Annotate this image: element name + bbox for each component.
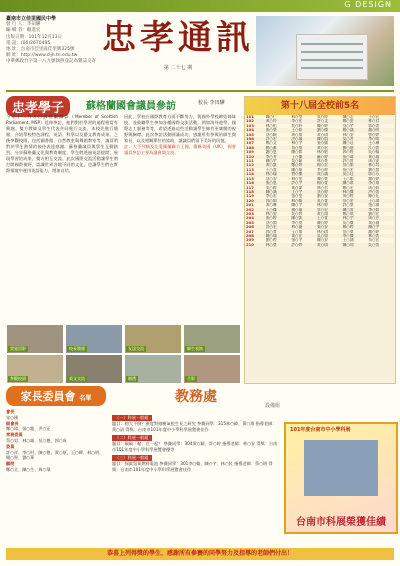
parents-title [6, 386, 106, 406]
student-name: 王○傑 [291, 154, 303, 159]
academic-office [112, 386, 280, 560]
student-name: 蔡○如 [342, 163, 354, 168]
student-name: 林○瑜 [265, 172, 277, 177]
committee-role: 會長 [6, 409, 15, 414]
student-name: 謝○明 [368, 128, 380, 133]
publisher: 發 行 人：李田驊 [6, 22, 41, 28]
student-name: 吳○翰 [368, 150, 380, 155]
photo-caption: 合影 [187, 376, 195, 381]
parents-list [6, 409, 106, 473]
class-number: 102 [246, 119, 254, 124]
student-name: 林○婷 [317, 203, 328, 208]
student-name: 謝○婷 [368, 176, 380, 181]
student-name: 林○君 [317, 185, 328, 190]
committee-entry [6, 432, 106, 444]
committee-names: 鄭○全、陳○生、周○華 [6, 466, 51, 472]
student-name: 林○安 [265, 211, 277, 216]
student-name: 許○宇 [291, 181, 303, 186]
student-name: 周○如 [368, 185, 380, 190]
student-name: 陳○婷 [317, 220, 328, 225]
class-number: 101 [246, 115, 254, 119]
class-number: 105 [246, 132, 254, 137]
ranking-table [245, 115, 393, 247]
student-name: 吳○如 [317, 233, 328, 238]
student-name: 李○宏 [291, 119, 303, 124]
ranking-row [245, 243, 393, 247]
committee-names: 許○祥、李○村、陳○德、黃○原、王○輝、林○明、楊○智、劉○華 [6, 449, 104, 461]
committee-names: 宋○國 [6, 414, 19, 420]
article-column-2 [124, 114, 236, 322]
class-number: 201 [246, 203, 254, 208]
student-name: 楊○雅 [265, 145, 277, 150]
student-name: 李○芳 [265, 154, 277, 159]
student-name: 周○安 [368, 159, 380, 164]
ranking-title: 第十八屆全校前5名 [245, 97, 395, 115]
student-name: 張○婷 [265, 216, 277, 221]
committee-role: 副會長 [6, 420, 19, 426]
award-details: 題目：探索氫氧燃料電池 參賽同學：301李○翰、陳○宇、林○民 指導老師：蔡○明 得獎：台南市101年度中小學科學展覽會佳作 [112, 461, 273, 472]
student-name: 王○萱 [317, 216, 328, 221]
student-name: 黃○琪 [317, 242, 328, 247]
student-name: 林○宇 [291, 141, 303, 146]
student-name: 張○安 [317, 225, 328, 230]
student-name: 鄭○婷 [291, 163, 303, 168]
student-name: 林○豪 [317, 159, 328, 164]
science-caption: 101年度台南市中小學科展 [290, 427, 351, 433]
student-name: 王○翔 [291, 229, 303, 234]
student-name: 洪○萱 [368, 189, 380, 194]
committee-entry [6, 409, 106, 421]
student-name: 江○萱 [368, 145, 380, 150]
student-name: 蔡○穎 [265, 132, 277, 137]
student-name: 楊○涵 [342, 128, 354, 133]
student-name: 陳○婷 [317, 123, 328, 128]
address: 地 址：台南市佳里區佳里興325號 [6, 47, 75, 53]
student-name: 王○萱 [265, 167, 277, 172]
student-name: 陳○萱 [342, 207, 354, 212]
award-group-label: （三）科展一般組 [112, 455, 152, 461]
student-name: 楊○婷 [342, 225, 354, 230]
student-name: 蔡○如 [265, 220, 277, 225]
students-photo [304, 440, 378, 496]
student-name: 黃○琪 [317, 132, 328, 137]
student-name: 陳○宇 [368, 225, 380, 230]
committee-names: 鄭○璋、張○龍、洪○正 [6, 426, 51, 432]
photo-caption: 校長簡報 [69, 346, 85, 351]
student-name: 王○如 [291, 128, 303, 133]
student-name: 蘇○婷 [317, 154, 328, 159]
class-number: 107 [246, 141, 254, 146]
class-number: 207 [246, 229, 254, 234]
student-name: 張○涵 [368, 203, 380, 208]
photo-caption: 參觀校園 [10, 376, 26, 381]
student-name: 郭○萱 [265, 229, 277, 234]
parents-title-text: 家長委員會 [20, 390, 76, 403]
student-name: 蔡○宏 [368, 238, 380, 243]
student-name: 黃○翔 [317, 211, 328, 216]
article-note: 註：大不列顛及北愛爾蘭聯合王國，簡稱英國（UK），國會議員參訪主要為議會間交流。 [124, 144, 236, 155]
masthead [98, 16, 258, 88]
award-details: 題目：碳碳「黏」在一起？ 參賽同學：304黃○穎、許○婷 指導老師：林○安 得獎：台南市101年度中小學科學展覽會優等 [112, 441, 278, 452]
student-name: 陳○翔 [342, 242, 354, 247]
student-name: 林○君 [368, 119, 380, 124]
student-name: 陳○涵 [265, 189, 277, 194]
newsletter-title: 忠孝通訊 [102, 18, 254, 58]
article-column-1: 今年十二月五日蘇格蘭議員（Member of Scottish Parliament, MSP）延伸參訪，他們對於學習的過程相當有興趣。雙方教師及學生代表共同進行交流，本校先進行簡報，介紹學校特色課程，英語、科學以及藝文教育成果。之後參觀校園，包括圖書館、自然教室與舞蹈教室等，議員們對於學生熱情的接待表達感謝。蘇格蘭議員與學生互動熱烈，分享蘇格蘭文化與教育制度，學生們透過英語提問，展現學習的成果，雙方相互交流。此次國際交流活動讓學生們打開國際視野，認識世界各地不同的文化，也讓學生們在實際情境中運用英語能力，增加自信。 [6, 114, 118, 173]
student-name: 張○瑋 [342, 154, 354, 159]
student-name: 郭○芬 [368, 172, 380, 177]
student-name: 吳○菁 [342, 137, 354, 142]
award-group-label: （一）科展一般組 [112, 415, 152, 421]
section-headline: 蘇格蘭國會議員參訪 [86, 101, 176, 112]
student-name: 李○豪 [291, 220, 303, 225]
class-number: 110 [246, 154, 254, 159]
student-name: 洪○瑜 [291, 137, 303, 142]
student-name: 陳○翔 [291, 167, 303, 172]
school-building-photo [256, 16, 394, 86]
student-name: 林○傑 [342, 189, 354, 194]
student-name: 曾○傑 [291, 172, 303, 177]
school-name: 臺南市立佳里國民中學 [6, 16, 57, 22]
student-name: 劉○宏 [368, 211, 380, 216]
parents-committee [6, 386, 106, 560]
student-name: 吳○婷 [265, 185, 277, 190]
student-name: 許○宏 [265, 225, 277, 230]
website: 網 址：http://www.cljh.tn.edu.tw [6, 53, 78, 59]
student-name: 陳○琪 [342, 181, 354, 186]
class-number: 113 [246, 167, 254, 172]
student-name: 蔡○婷 [317, 189, 328, 194]
student-name: 黃○宏 [317, 145, 328, 150]
student-name: 吳○穎 [291, 159, 303, 164]
article-column-2-text: 因此，學校在國際教育方面不斷努力，與國外學校締結姊妹校，並鼓勵學生參加各種國際交流活動，例如海外遊學、國際志工服務等等，希望透過這些活動讓學生擁有更廣闊的視野與胸襟。此次參訪活動圓滿成功，感謝所有參與的師生與家長，以及相關單位的協助，讓議員們留下美好的回憶。 [124, 114, 236, 143]
class-number: 112 [246, 163, 254, 168]
student-name: 楊○瑜 [291, 207, 303, 212]
committee-entry [6, 421, 106, 433]
watermark: G DESIGN [344, 0, 392, 9]
class-number: 117 [246, 185, 254, 190]
student-name: 陳○安 [317, 238, 328, 243]
class-number: 115 [246, 176, 254, 181]
issue-number: 第 二十七 期 [163, 65, 193, 71]
student-name: 黃○宏 [291, 233, 303, 238]
student-name: 王○宇 [291, 189, 303, 194]
class-number: 116 [246, 181, 254, 186]
student-name: 陳○仁 [265, 115, 277, 119]
student-name: 李○婷 [317, 167, 328, 172]
student-name: 劉○婷 [265, 238, 277, 243]
class-number: 104 [246, 128, 254, 133]
student-name: 陳○廷 [368, 194, 380, 199]
student-name: 吳○萱 [317, 198, 328, 203]
student-name: 李○翔 [368, 181, 380, 186]
student-name: 劉○傑 [317, 128, 328, 133]
student-name: 蔡○宏 [342, 198, 354, 203]
student-name: 陳○宇 [265, 159, 277, 164]
student-name: 鄭○琪 [342, 211, 354, 216]
publication-info [6, 16, 98, 66]
photo-gallery [6, 324, 242, 382]
student-name: 鄭○文 [265, 141, 277, 146]
office-title: 教務處 [175, 389, 217, 405]
student-name: 劉○慧 [368, 167, 380, 172]
office-subtitle: 設備組 [264, 403, 280, 409]
student-name: 張○瑩 [291, 194, 303, 199]
student-name: 黃○琳 [265, 203, 277, 208]
student-name: 李○傑 [342, 233, 354, 238]
class-number: 118 [246, 189, 254, 194]
student-name: 許○文 [317, 119, 328, 124]
class-number: 106 [246, 137, 254, 142]
student-name: 劉○安 [317, 194, 328, 199]
award-group-label: （二）科展一般組 [112, 435, 152, 441]
student-name: 吳○婷 [291, 211, 303, 216]
award-details: 題目：榕大不倒？溼度對榕樹氣根生長之研究 參賽同學：315林○緯、黃○翔 指導老師：黃○清 得獎：台南市101年度中小學科學展覽會佳作 [112, 421, 277, 432]
student-name: 楊○宏 [317, 163, 328, 168]
student-name: 張○豪 [265, 128, 277, 133]
student-name: 王○琳 [368, 141, 380, 146]
student-name: 王○宏 [368, 115, 380, 119]
student-name: 李○晴 [368, 137, 380, 142]
student-name: 林○雯 [291, 176, 303, 181]
student-name: 蔡○豪 [291, 145, 303, 150]
student-name: 林○宇 [342, 216, 354, 221]
student-name: 周○芳 [368, 216, 380, 221]
student-name: 林○豪 [265, 242, 277, 247]
student-name: 周○翔 [291, 132, 303, 137]
student-name: 許○豪 [342, 203, 354, 208]
student-name: 吳○婷 [317, 115, 328, 119]
student-name: 陳○瑜 [265, 233, 277, 238]
student-name: 李○如 [368, 207, 380, 212]
student-name: 林○皓 [317, 150, 328, 155]
student-name: 黃○瑜 [368, 154, 380, 159]
student-name: 蔡○豪 [342, 229, 354, 234]
student-name: 陳○宇 [291, 203, 303, 208]
student-name: 黃○伶 [265, 119, 277, 124]
footer-banner: 恭喜上列得獎的學生，感謝所有參賽的同學努力及指導的老師們付出！ [6, 548, 394, 560]
class-number: 208 [246, 233, 254, 238]
photo-caption: 友誼交流 [128, 346, 144, 351]
student-name: 林○琪 [317, 229, 328, 234]
class-number: 114 [246, 172, 254, 177]
student-name: 林○均 [368, 163, 380, 168]
office-awards [112, 413, 280, 473]
committee-role: 委員 [6, 443, 15, 449]
student-name: 蔡○安 [265, 176, 277, 181]
student-name: 王○琪 [368, 198, 380, 203]
class-number: 202 [246, 207, 254, 212]
photo-caption: 師生表演 [187, 346, 203, 351]
student-name: 張○儀 [317, 141, 328, 146]
committee-entry [6, 461, 106, 473]
committee-role: 顧問 [6, 461, 15, 467]
student-name: 許○宏 [265, 137, 277, 142]
class-number: 205 [246, 220, 254, 225]
student-name: 林○翰 [291, 198, 303, 203]
student-name: 鄭○宏 [342, 185, 354, 190]
student-name: 郭○婷 [342, 150, 354, 155]
photo-caption: 英文交流 [69, 376, 85, 381]
student-name: 吳○萱 [368, 242, 380, 247]
science-honor: 台南市科展榮獲佳績 [296, 517, 386, 528]
student-name: 吳○傑 [342, 220, 354, 225]
student-name: 林○瑩 [291, 115, 303, 119]
section-badge: 忠孝學子 [6, 96, 70, 117]
student-name: 陳○凱 [291, 216, 303, 221]
building-shape [296, 34, 368, 80]
class-number: 103 [246, 123, 254, 128]
class-number: 206 [246, 225, 254, 230]
article-author: 校長 李田驊 [198, 100, 225, 106]
class-number: 203 [246, 211, 254, 216]
phone: 電 話：(06)2670495 [6, 40, 51, 46]
student-name: 鄭○安 [342, 119, 354, 124]
student-name: 張○恩 [265, 181, 277, 186]
student-name: 張○宏 [342, 167, 354, 172]
student-name: 陳○如 [291, 150, 303, 155]
student-name: 黃○瑜 [368, 220, 380, 225]
class-number: 120 [246, 198, 254, 203]
student-name: 蔡○宇 [342, 123, 354, 128]
student-name: 吳○軒 [291, 123, 303, 128]
student-name: 郭○如 [265, 198, 277, 203]
photo-caption: 贈禮 [128, 376, 136, 381]
student-name: 謝○恩 [265, 150, 277, 155]
student-name: 許○萱 [342, 159, 354, 164]
class-number: 109 [246, 150, 254, 155]
student-name: 王○涵 [342, 238, 354, 243]
science-fair-photo [284, 422, 398, 534]
class-number: 108 [246, 145, 254, 150]
committee-role: 常務委員 [6, 432, 23, 438]
student-name: 蔡○宏 [317, 207, 328, 212]
student-name: 林○涵 [291, 225, 303, 230]
photo-caption: 貴賓留影 [10, 346, 26, 351]
class-number: 119 [246, 194, 254, 199]
class-number: 111 [246, 159, 254, 164]
student-name: 張○宇 [291, 238, 303, 243]
student-name: 黃○婷 [342, 194, 354, 199]
publish-date: 出版日期：101年12月13日 [6, 34, 63, 40]
committee-names: 蔡○男、林○雄、吳○德、郭○成 [6, 437, 67, 443]
student-name: 林○萱 [368, 233, 380, 238]
class-number: 204 [246, 216, 254, 221]
student-name: 王○如 [342, 176, 354, 181]
student-name: 郭○萱 [368, 123, 380, 128]
student-name: 李○宏 [265, 194, 277, 199]
student-name: 吳○廷 [342, 172, 354, 177]
student-name: 王○傑 [265, 207, 277, 212]
student-name: 楊○萱 [317, 181, 328, 186]
student-name: 陳○豪 [317, 176, 328, 181]
student-name: 黃○偉 [291, 185, 303, 190]
student-name: 陳○志 [342, 115, 354, 119]
divider [6, 90, 394, 92]
student-name: 劉○庭 [342, 145, 354, 150]
parents-tag: 名單 [79, 395, 92, 402]
ranking-panel [244, 96, 396, 384]
student-name: 許○婷 [291, 242, 303, 247]
committee-entry [6, 444, 106, 461]
editor: 編 輯 者：賴進宏 [6, 28, 41, 34]
student-name: 黃○凱 [265, 163, 277, 168]
license: 中華郵政台字第一八九號執照登記為雜誌交寄 [6, 59, 96, 65]
class-number: 210 [246, 242, 254, 247]
student-name: 曾○婷 [368, 132, 380, 137]
top-bar [0, 0, 400, 12]
student-name: 謝○婷 [368, 229, 380, 234]
student-name: 陳○廷 [342, 141, 354, 146]
student-name: 林○佑 [265, 123, 277, 128]
class-number: 209 [246, 238, 254, 243]
student-name: 林○安 [342, 132, 354, 137]
student-name: 黃○涵 [317, 172, 328, 177]
student-name: 陳○凱 [317, 137, 328, 142]
